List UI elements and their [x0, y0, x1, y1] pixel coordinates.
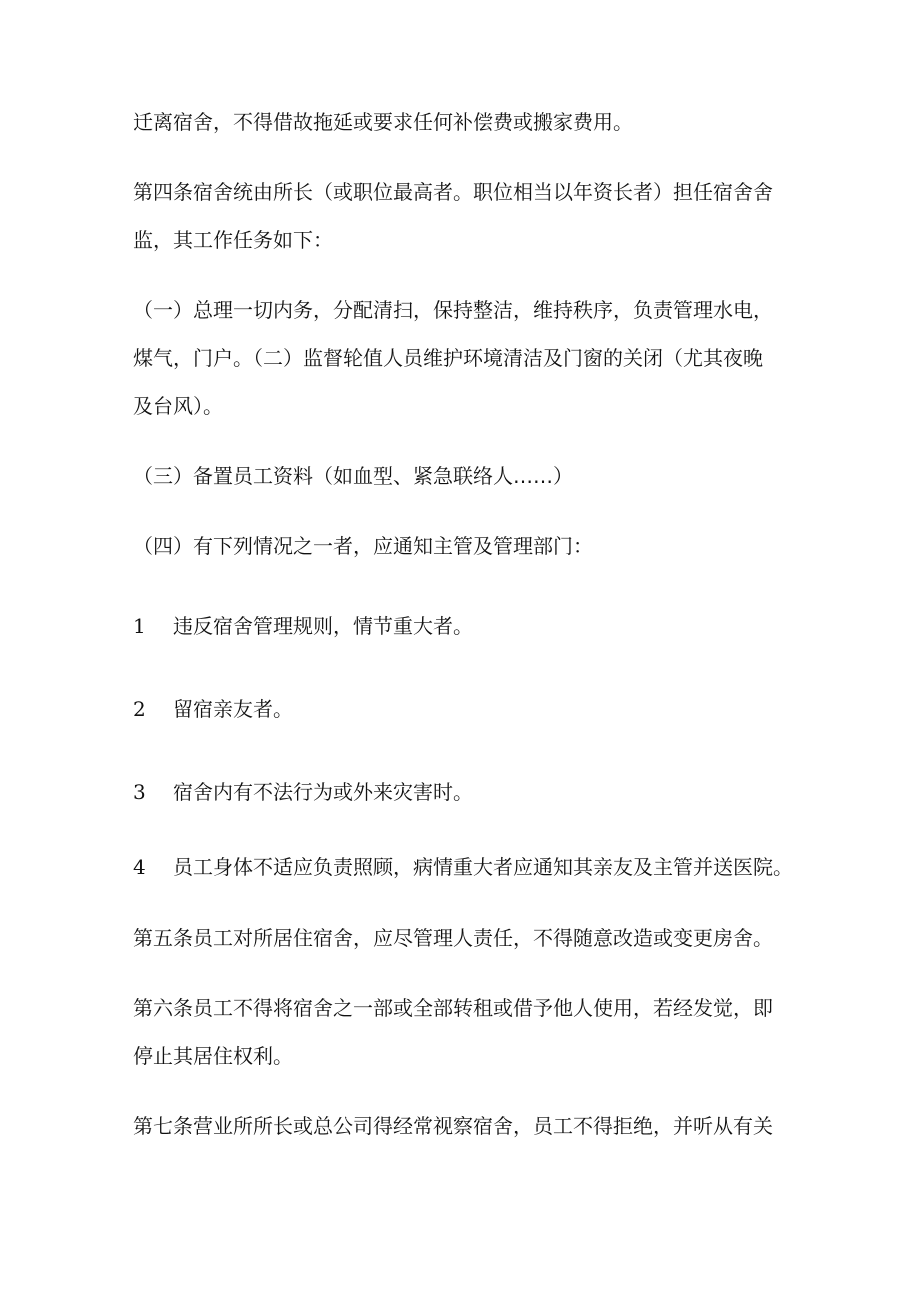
list-item	[133, 780, 473, 804]
text-line: （三）备置员工资料（如血型、紧急联络人……）	[133, 464, 573, 488]
text-line: 迁离宿舍，不得借故拖延或要求任何补偿费或搬家费用。	[133, 110, 633, 134]
list-item-number: 3	[133, 780, 146, 804]
list-item-number: 2	[133, 697, 146, 721]
list-item-text: 违反宿舍管理规则，情节重大者。	[173, 614, 473, 638]
text-line: 及台风）。	[133, 394, 223, 418]
list-item	[133, 697, 293, 721]
text-line: （四）有下列情况之一者，应通知主管及管理部门：	[133, 534, 593, 558]
text-line: 第六条员工不得将宿舍之一部或全部转租或借予他人使用，若经发觉，即	[133, 996, 773, 1020]
list-item-text: 留宿亲友者。	[173, 697, 293, 721]
list-item-number: 1	[133, 614, 146, 638]
list-item-text: 员工身体不适应负责照顾，病情重大者应通知其亲友及主管并送医院。	[173, 855, 793, 879]
text-line: 煤气，门户。（二）监督轮值人员维护环境清洁及门窗的关闭（尤其夜晚	[133, 346, 763, 370]
list-item	[133, 855, 793, 879]
list-item	[133, 614, 473, 638]
text-line: 第七条营业所所长或总公司得经常视察宿舍，员工不得拒绝，并听从有关	[133, 1114, 773, 1138]
text-line: 第五条员工对所居住宿舍，应尽管理人责任，不得随意改造或变更房舍。	[133, 926, 773, 950]
text-line: 监，其工作任务如下：	[133, 228, 333, 252]
text-line: 停止其居住权利。	[133, 1044, 293, 1068]
list-item-number: 4	[133, 855, 146, 879]
text-line: （一）总理一切内务，分配清扫，保持整洁，维持秩序，负责管理水电，	[133, 298, 773, 322]
list-item-text: 宿舍内有不法行为或外来灾害时。	[173, 780, 473, 804]
text-line: 第四条宿舍统由所长（或职位最高者。职位相当以年资长者）担任宿舍舍	[133, 180, 773, 204]
